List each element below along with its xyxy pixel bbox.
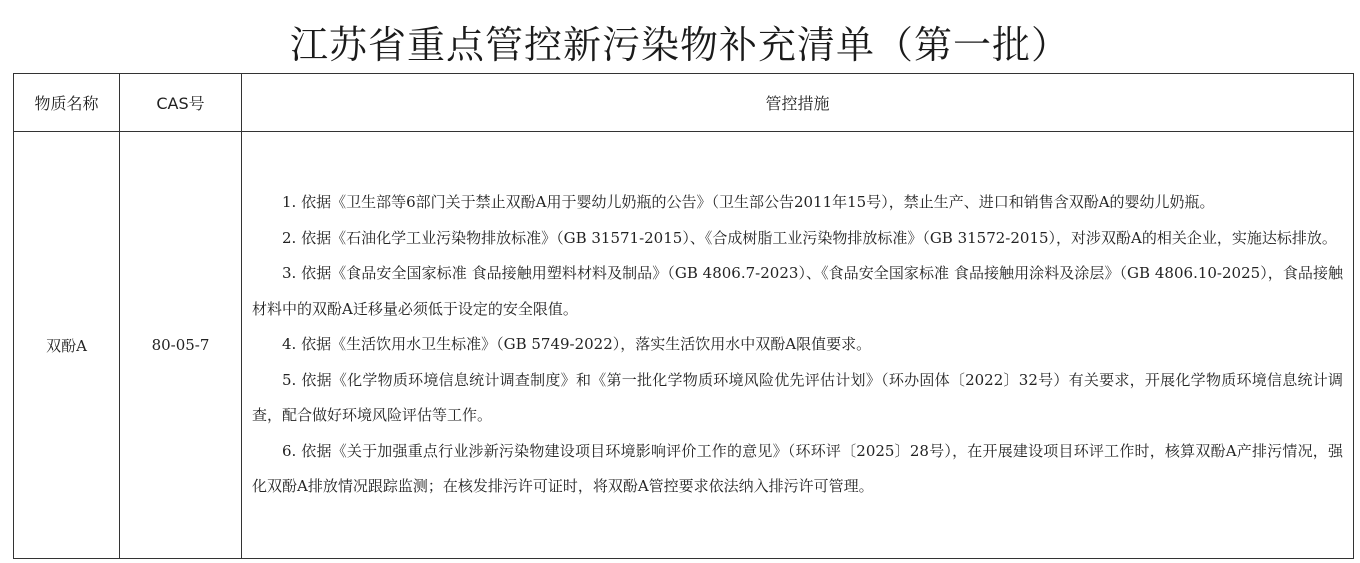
document-title: 江苏省重点管控新污染物补充清单（第一批）: [289, 23, 1070, 67]
measure-item: 4. 依据《生活饮用水卫生标准》（GB 5749-2022），落实生活饮用水中双酚A限值要求。: [282, 335, 872, 354]
table-row: [14, 132, 1354, 559]
measure-item: 6. 依据《关于加强重点行业涉新污染物建设项目环境影响评价工作的意见》（环环评〔2025〕28号），在开展建设项目环评工作时，核算双酚A产排污情况，强化双酚A排放情况跟踪监测；在核发排污许可证时，将双酚A管控要求依法纳入排污许可管理。: [252, 441, 1343, 496]
control-measures-cell: [242, 132, 1354, 559]
measure-item: 2. 依据《石油化学工业污染物排放标准》（GB 31571-2015）、《合成树脂工业污染物排放标准》（GB 31572-2015），对涉双酚A的相关企业，实施达标排放。: [282, 228, 1337, 247]
header-substance-name: 物质名称: [14, 74, 120, 132]
substance-table: [13, 73, 1354, 559]
header-control-measures: 管控措施: [242, 74, 1354, 132]
measure-item: 3. 依据《食品安全国家标准 食品接触用塑料材料及制品》（GB 4806.7-2023）、《食品安全国家标准 食品接触用涂料及涂层》（GB 4806.10-2025），食品接触材料中的双酚A迁移量必须低于设定的安全限值。: [252, 264, 1343, 318]
table-header-row: [14, 74, 1354, 132]
measure-item: 1. 依据《卫生部等6部门关于禁止双酚A用于婴幼儿奶瓶的公告》（卫生部公告2011年15号），禁止生产、进口和销售含双酚A的婴幼儿奶瓶。: [282, 193, 1215, 212]
header-cas-number: CAS号: [120, 74, 242, 132]
cas-number-cell: 80-05-7: [120, 132, 242, 559]
substance-name-cell: 双酚A: [14, 132, 120, 559]
measure-item: 5. 依据《化学物质环境信息统计调查制度》和《第一批化学物质环境风险优先评估计划》（环办固体〔2022〕32号）有关要求，开展化学物质环境信息统计调查，配合做好环境风险评估等工作。: [252, 370, 1343, 425]
